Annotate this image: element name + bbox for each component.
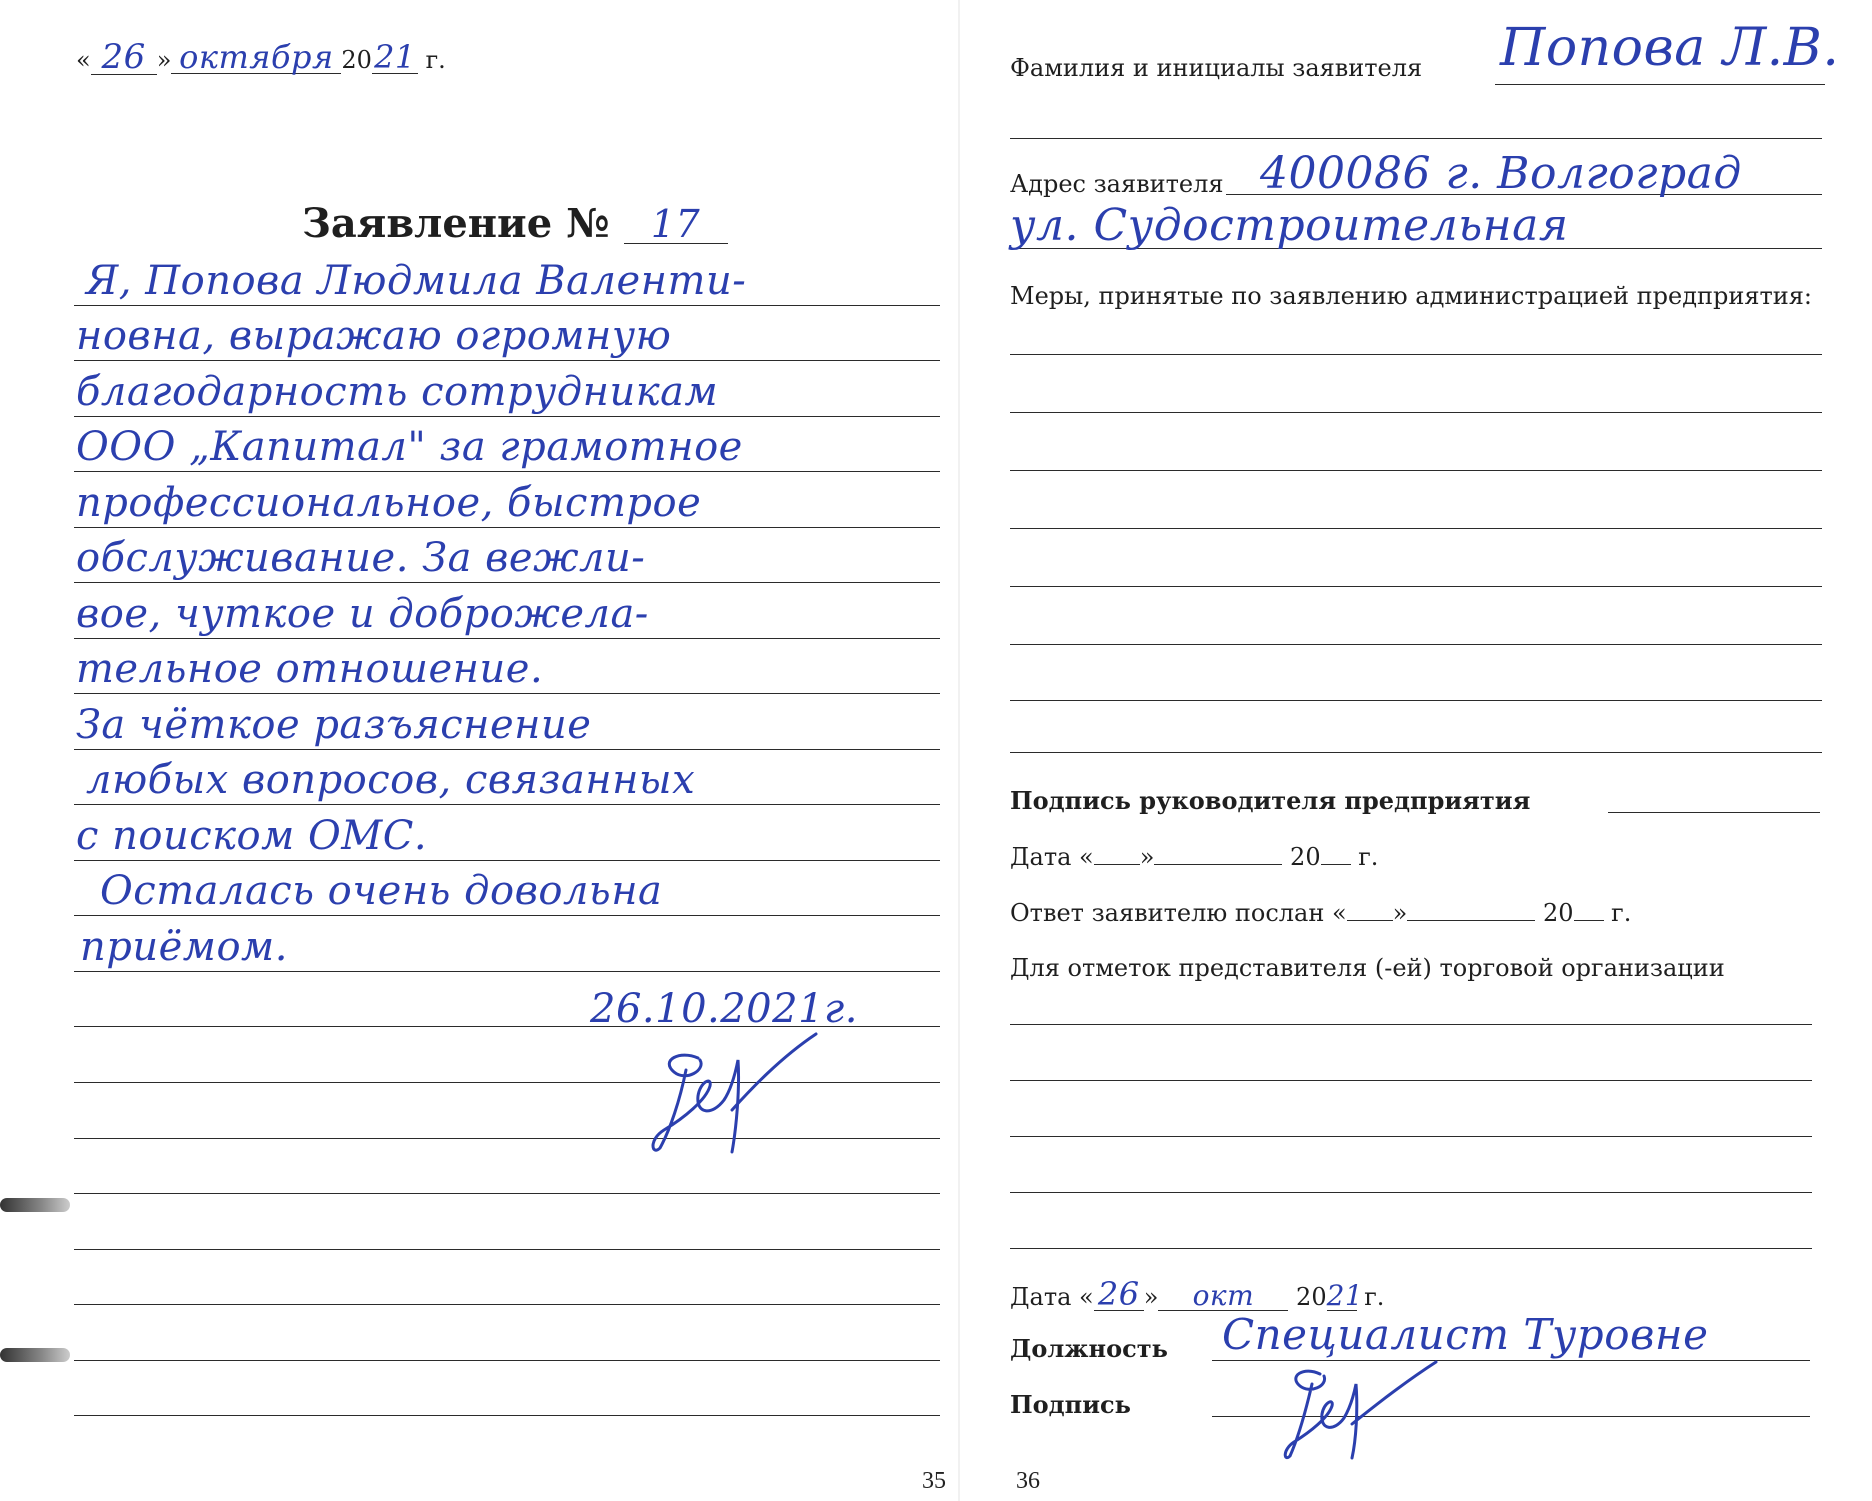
ruled-line	[1010, 586, 1822, 587]
reply-month-blank	[1407, 898, 1535, 921]
position-value: Специалист Туровне	[1222, 1310, 1709, 1359]
reply-sent-label: Ответ заявителю послан «	[1010, 899, 1347, 927]
manager-signature-line	[1608, 812, 1820, 813]
representative-signature	[1276, 1354, 1466, 1464]
position-label: Должность	[1010, 1334, 1168, 1363]
reply-year-blank	[1574, 898, 1604, 921]
decision-date-day-blank	[1094, 842, 1140, 865]
filled-date-year-suffix: 21	[1326, 1279, 1364, 1312]
ruled-line	[1010, 1024, 1812, 1025]
signature-date: 26.10.2021г.	[590, 986, 858, 1032]
ruled-line	[74, 582, 940, 583]
reply-year: 20	[1542, 899, 1574, 927]
ruled-line	[74, 416, 940, 417]
date-year-suffix: 21	[372, 41, 418, 74]
body-line: Осталась очень довольна	[100, 868, 663, 914]
decision-date-label: Дата «	[1010, 843, 1094, 871]
decision-date-year: 20	[1290, 843, 1321, 871]
applicant-signature	[640, 1030, 840, 1160]
decision-date-line	[1010, 842, 1378, 871]
complaint-title-label: Заявление №	[302, 200, 610, 247]
address-value-1: 400086 г. Волгоград	[1260, 148, 1742, 199]
body-line: обслуживание. За вежли-	[76, 535, 646, 581]
manager-signature-label: Подпись руководителя предприятия	[1010, 786, 1531, 815]
ruled-line	[74, 638, 940, 639]
page-number-left: 35	[922, 1468, 946, 1494]
ruled-line	[1010, 470, 1822, 471]
ruled-line	[74, 1249, 940, 1250]
ruled-line	[74, 693, 940, 694]
body-line: За чёткое разъяснение	[76, 702, 592, 748]
applicant-name-line	[1495, 84, 1825, 85]
ruled-line	[74, 1304, 940, 1305]
quote-open: «	[76, 46, 91, 74]
ruled-line	[1010, 752, 1822, 753]
body-line: профессиональное, быстрое	[76, 480, 702, 526]
ruled-line	[1010, 1136, 1812, 1137]
ruled-line	[1010, 1080, 1812, 1081]
body-line: с поиском ОМС.	[76, 813, 428, 859]
complaint-title	[302, 200, 728, 247]
ruled-line	[74, 971, 940, 972]
page-number-right: 36	[1016, 1468, 1040, 1494]
date-month: октября	[171, 41, 341, 74]
ruled-line	[74, 305, 940, 306]
date-suffix: г.	[425, 46, 446, 74]
ruled-line	[1010, 1248, 1812, 1249]
body-line: тельное отношение.	[76, 646, 544, 692]
applicant-name-label: Фамилия и инициалы заявителя	[1010, 54, 1423, 82]
filled-date-month: окт	[1158, 1282, 1288, 1311]
ruled-line	[1010, 354, 1822, 355]
ruled-line	[1010, 138, 1822, 139]
decision-date-year-blank	[1321, 842, 1351, 865]
filled-date-day: 26	[1094, 1278, 1144, 1311]
filled-date-line	[1010, 1275, 1385, 1313]
applicant-name-value: Попова Л.В.	[1500, 18, 1840, 78]
body-line: ООО „Капитал" за грамотное	[76, 424, 743, 470]
ruled-line	[74, 1193, 940, 1194]
ruled-line	[74, 749, 940, 750]
ruled-line	[74, 360, 940, 361]
body-line: вое, чуткое и доброжела-	[76, 591, 649, 637]
quote-close: »	[156, 46, 172, 74]
filled-date-suffix: г.	[1364, 1283, 1385, 1311]
decision-date-month-blank	[1154, 842, 1282, 865]
ruled-line	[74, 1415, 940, 1416]
filled-date-label: Дата «	[1010, 1283, 1094, 1311]
ruled-line	[1010, 644, 1822, 645]
ruled-line	[74, 527, 940, 528]
reply-close: »	[1392, 899, 1408, 927]
ruled-line	[1010, 1192, 1812, 1193]
measures-label: Меры, принятые по заявлению администрацией предприятия:	[1010, 282, 1813, 310]
binding-ring-mark	[0, 1348, 70, 1362]
ruled-line	[1010, 700, 1822, 701]
ruled-line	[74, 915, 940, 916]
ruled-line	[74, 860, 940, 861]
ruled-line	[1010, 412, 1822, 413]
reply-sent-line	[1010, 898, 1631, 927]
reply-day-blank	[1347, 898, 1393, 921]
decision-date-close: »	[1139, 843, 1155, 871]
ruled-line	[74, 1360, 940, 1361]
notes-label: Для отметок представителя (-ей) торговой организации	[1010, 954, 1725, 982]
body-line: благодарность сотрудникам	[76, 369, 719, 415]
body-line: приёмом.	[80, 924, 288, 970]
ruled-line	[74, 804, 940, 805]
binding-ring-mark	[0, 1198, 70, 1212]
address-value-2: ул. Судостроительная	[1010, 200, 1569, 251]
body-line: новна, выражаю огромную	[76, 313, 672, 359]
reply-suffix: г.	[1611, 899, 1632, 927]
complaint-number: 17	[624, 205, 728, 244]
date-year-prefix: 20	[341, 46, 372, 74]
decision-date-suffix: г.	[1358, 843, 1379, 871]
body-line: Я, Попова Людмила Валенти-	[86, 258, 747, 304]
ruled-line	[74, 471, 940, 472]
right-page	[960, 0, 1872, 1501]
body-line: любых вопросов, связанных	[86, 757, 696, 803]
filled-date-year-prefix: 20	[1296, 1283, 1327, 1311]
filled-date-close: »	[1143, 1283, 1159, 1311]
complaint-date-line	[76, 37, 446, 77]
representative-signature-label: Подпись	[1010, 1390, 1131, 1419]
date-day: 26	[91, 40, 157, 75]
ruled-line	[1010, 528, 1822, 529]
address-label: Адрес заявителя	[1010, 170, 1224, 198]
